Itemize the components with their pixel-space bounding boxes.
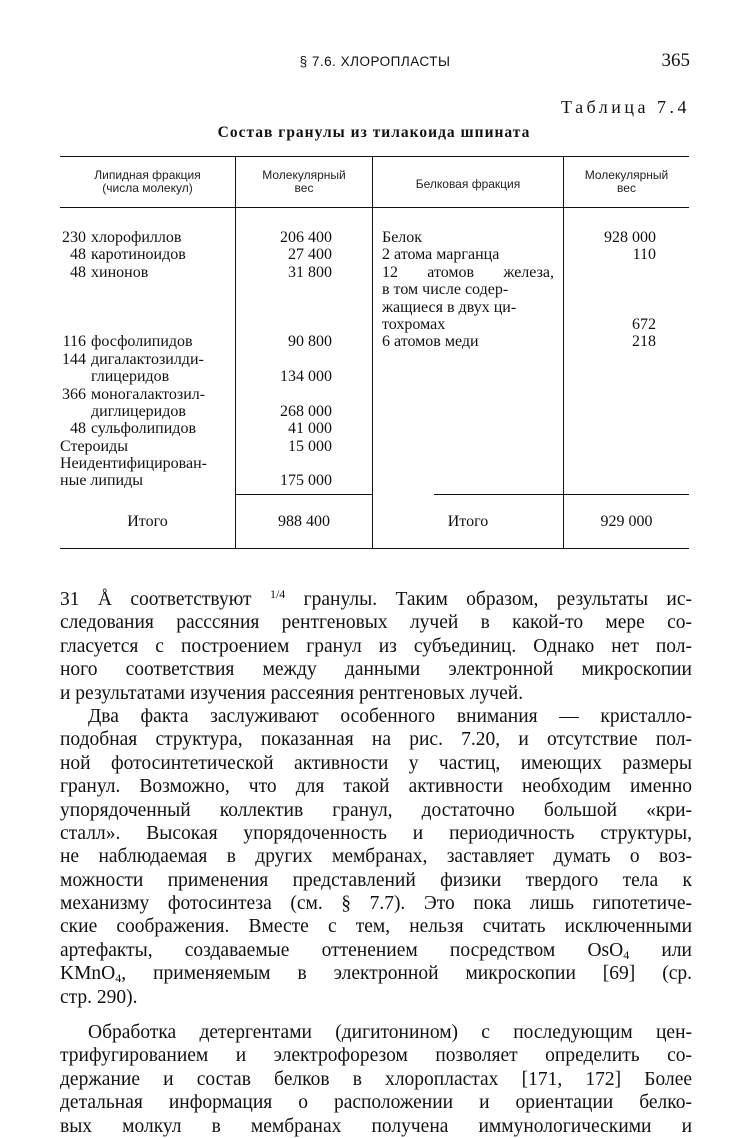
header-mw-right-line2: вес [617,181,636,195]
text-line: вых молкул в мембранах получена иммунологическими и [60,1115,692,1137]
paragraph-2 [60,705,692,1009]
total-left-value: 988 400 [278,513,330,530]
lipid-mw: 41 000 [288,420,332,438]
text-line: ной фотосинтетической активности у частиц, имеющих размеры [60,752,692,774]
lipid-full: Неидентифицирован- [60,455,207,473]
header-mw-left-line1: Молекулярный [262,168,346,182]
body-text [60,588,692,1138]
header-mw-right [564,169,689,195]
header-mw-left [236,169,372,195]
lipid-full [60,351,235,368]
lipid-mw [260,351,332,368]
text-line: держание и состав белков в хлоропластах [171, 172] Более [60,1068,692,1090]
protein-mw: 672 [632,315,656,333]
header-lipid-line1: Липидная фракция [94,168,201,182]
lipid-name: фосфолипидов [91,333,193,351]
text-line: Обработка детергентами (дигитонином) с последующим цен- [88,1022,692,1044]
table-total-rule-right [434,494,689,495]
protein-mw: 218 [632,333,656,351]
total-right-value: 929 000 [600,513,653,530]
table-bottom-rule [60,548,689,549]
lipid-name: хинонов [91,263,149,281]
lipid-mw: 175 000 [280,472,332,490]
lipid-count: 230 [62,229,86,246]
lipid-name: сульфолипидов [91,420,196,438]
text-line: не наблюдаемая в других мембранах, заставляет думать о воз- [60,846,692,868]
lipid-full: Стероиды [60,437,129,455]
lipid-count: 48 [70,420,86,438]
header-protein-fraction [373,178,563,191]
protein-line: 2 атома марганца [382,246,500,264]
header-mw-right-line1: Молекулярный [584,168,669,182]
protein-mw-column [564,229,656,351]
lipid-count: 48 [70,246,86,264]
chem-formula: KMnO$_4$ [60,963,122,986]
protein-mw [564,299,656,316]
lipid-full [60,281,235,298]
lipid-mw: 268 000 [280,402,332,420]
protein-mw [564,281,656,298]
text-line: сталл». Высокая упорядоченность и периодичность структуры, [60,822,692,844]
text-line: KMnO$_4$, применяемым в электронной микроскопии [69] (ср. [60,963,692,986]
header-protein-line: Белковая фракция [415,177,521,191]
text-line: упорядоченный коллектив гранул, достаточно большой «кри- [60,799,692,821]
text-line: механизму фотосинтеза (см. § 7.7). Это пока лишь гипотетиче- [60,893,692,915]
lipid-full: ные липиды [60,472,143,490]
lipid-mw: 134 000 [280,368,332,386]
fraction: 1/4 [269,587,286,601]
header-lipid-line2: (числа молекул) [102,181,193,195]
total-left-label: Итого [127,513,168,530]
lipid-name: хлорофиллов [91,229,182,246]
protein-mw: 928 000 [604,229,656,246]
chem-formula: OsO$_4$ [587,939,630,962]
lipid-full [60,333,235,350]
composition-table [60,156,689,550]
page-header [60,50,690,80]
text-line: ного соответствия между данными электронной микроскопии [60,659,692,681]
lipid-full [60,386,235,403]
lipid-name: моногалактозил- [91,385,206,403]
table-col-rule-3 [563,156,564,549]
protein-line: Белок [382,229,423,246]
table-col-rule-2 [372,156,373,549]
text-line: трифугированием и электрофорезом позволяет определить со- [60,1045,692,1067]
lipid-mw: 31 800 [288,263,332,281]
lipid-full [60,229,235,246]
text-line: артефакты, создаваемые оттенением посредством OsO$_4$ или [60,939,692,962]
lipid-full-column [60,229,235,490]
lipid-mw: 27 400 [288,246,332,264]
protein-line: в том числе содер- [382,281,509,299]
lipid-mw: 15 000 [288,437,332,455]
lipid-name: диглицеридов [91,402,186,420]
text-line: Два факта заслуживают особенного внимания — кристалло- [88,705,692,727]
lipid-full [60,420,235,437]
paragraph-3 [60,1021,692,1138]
running-head: § 7.6. ХЛОРОПЛАСТЫ [299,54,451,69]
lipid-count: 116 [62,333,86,351]
text-line: следования расссяния рентгеновых лучей в какой-то мере со- [60,612,692,634]
table-label: Таблица 7.4 [561,97,690,117]
lipid-mw [260,316,332,333]
lipid-full [60,403,235,420]
text-line: 31 Å соответствуют $^{1/4}$ гранулы. Таким образом, результаты ис- [60,587,693,610]
lipid-mw [260,281,332,298]
lipid-full [60,246,235,263]
header-lipid-fraction [60,169,235,195]
lipid-mw: 206 400 [280,229,332,246]
text-line: можности применения представлений физики твердого тела к [60,869,692,891]
table-total-rule-left [235,494,372,495]
lipid-name: глицеридов [91,368,170,386]
text-line: подобная структура, показанная на рис. 7.20, и отсутствие пол- [60,729,692,751]
lipid-full [60,299,235,316]
lipid-count: 366 [62,385,86,403]
table-top-rule [60,156,689,157]
text-line: детальная информация о расположении и ориентации белко- [60,1092,692,1114]
table-col-rule-1 [235,156,236,549]
lipid-full [60,316,235,333]
lipid-count: 48 [70,263,86,281]
page-number: 365 [661,50,690,71]
protein-line: 6 атомов меди [382,333,479,351]
lipid-mw: 90 800 [288,333,332,351]
table-title: Состав гранулы из тилакоида шпината [217,124,531,141]
lipid-count: 144 [62,350,86,368]
lipid-full [60,264,235,281]
table-header-rule [60,207,689,208]
text-line: стр. 290). [60,986,138,1008]
text-line: ские соображения. Вместе с тем, нельзя считать исключенными [60,916,692,938]
protein-line: 12 атомов железа, [382,263,554,281]
header-mw-left-line2: вес [294,181,314,195]
paragraph-1 [60,588,692,705]
lipid-name: каротиноидов [91,246,186,264]
lipid-mw-column [260,229,332,490]
lipid-full [60,368,235,385]
lipid-mw [260,299,332,316]
protein-mw: 110 [632,246,656,264]
protein-mw [564,264,656,281]
text-line: гранул. Возможно, что для такой активности необходим именно [60,776,692,798]
protein-line: жащиеся в двух ци- [382,298,517,316]
text-line: гласуется с построением гранул из субъединиц. Однако нет пол- [60,635,692,657]
protein-line: тохромах [382,315,446,333]
lipid-mw [260,455,332,472]
lipid-mw [260,386,332,403]
lipid-name: дигалактозилди- [91,350,204,368]
text-line: и результатами изучения рассеяния рентгеновых лучей. [60,682,524,704]
total-right-label: Итого [447,513,489,530]
protein-column [382,229,554,351]
